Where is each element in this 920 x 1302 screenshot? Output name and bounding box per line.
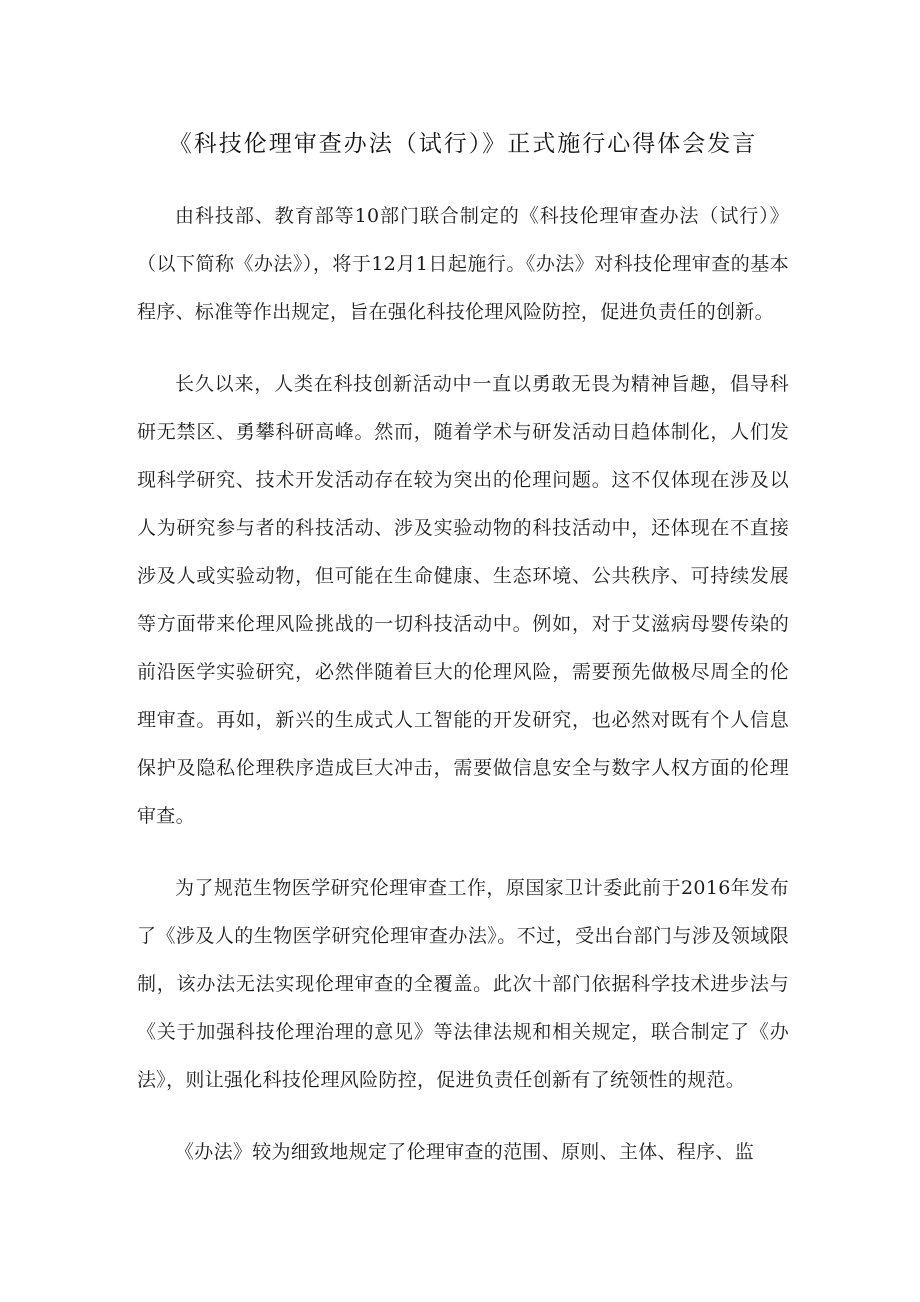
paragraph-intro: 由科技部、教育部等10部门联合制定的《科技伦理审查办法（试行）》（以下简称《办法》），将于12月1日起施行。《办法》对科技伦理审查的基本程序、标准等作出规定，旨在强化科技伦理风险防控，促进负责任的创新。 <box>137 205 789 323</box>
paragraph-measures-scope: 《办法》较为细致地规定了伦理审查的范围、原则、主体、程序、监 <box>175 1141 755 1163</box>
document-title: 《科技伦理审查办法（试行）》正式施行心得体会发言 <box>168 131 758 157</box>
paragraph-regulation-history: 为了规范生物医学研究伦理审查工作，原国家卫计委此前于2016年发布了《涉及人的生物医学研究伦理审查办法》。不过，受出台部门与涉及领域限制，该办法无法实现伦理审查的全覆盖。此次十部门依据科学技术进步法与《关于加强科技伦理治理的意见》等法律法规和相关规定，联合制定了《办法》，则让强化科技伦理风险防控，促进负责任创新有了统领性的规范。 <box>137 877 789 1091</box>
document-body <box>137 122 789 1200</box>
paragraph-ethics-background: 长久以来，人类在科技创新活动中一直以勇敢无畏为精神旨趣，倡导科研无禁区、勇攀科研高峰。然而，随着学术与研发活动日趋体制化，人们发现科学研究、技术开发活动存在较为突出的伦理问题。这不仅体现在涉及以人为研究参与者的科技活动、涉及实验动物的科技活动中，还体现在不直接涉及人或实验动物，但可能在生命健康、生态环境、公共秩序、可持续发展等方面带来伦理风险挑战的一切科技活动中。例如，对于艾滋病母婴传染的前沿医学实验研究，必然伴随着巨大的伦理风险，需要预先做极尽周全的伦理审查。再如，新兴的生成式人工智能的开发研究，也必然对既有个人信息保护及隐私伦理秩序造成巨大冲击，需要做信息安全与数字人权方面的伦理审查。 <box>137 373 789 827</box>
